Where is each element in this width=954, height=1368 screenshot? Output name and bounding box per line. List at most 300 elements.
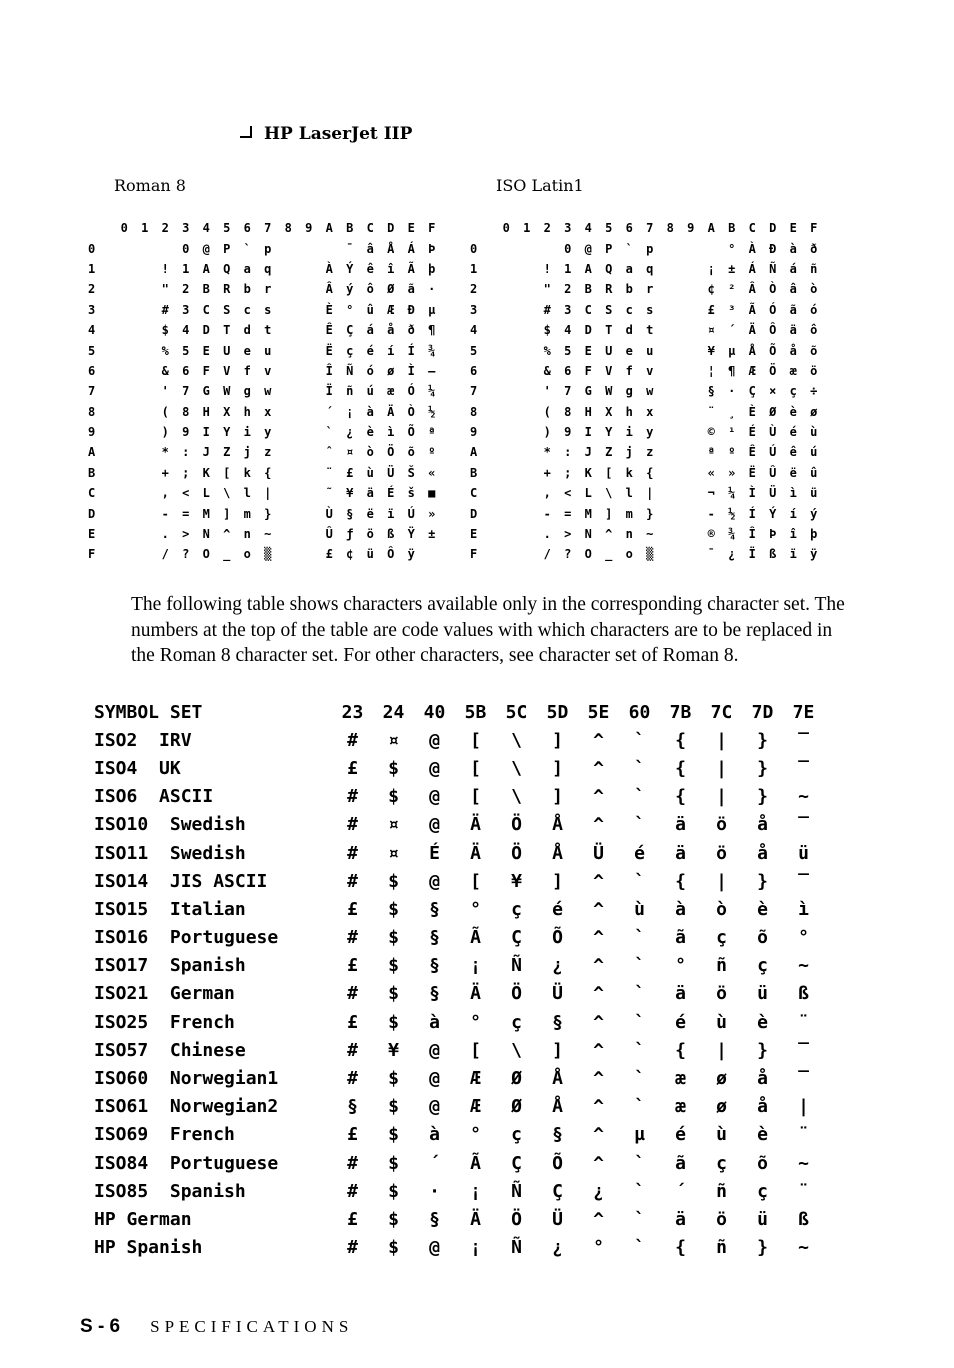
column-code: D: [387, 221, 395, 236]
char-cell: ©: [707, 425, 715, 440]
char-cell: þ: [810, 527, 818, 542]
symbol-cell: \: [511, 729, 522, 751]
char-row: [88, 442, 442, 462]
char-cell: ¾: [428, 343, 436, 358]
char-cell: C: [584, 302, 592, 317]
char-cell: š: [407, 486, 415, 501]
char-cell: ß: [769, 547, 777, 562]
char-cell: ÿ: [407, 547, 415, 562]
char-cell: r: [264, 282, 272, 297]
symbol-cell: ·: [429, 1180, 440, 1202]
char-cell: ;: [564, 465, 572, 480]
char-row: [88, 340, 442, 360]
row-code: A: [88, 445, 96, 460]
char-cell: ]: [605, 506, 613, 521]
symbol-cell: {: [675, 1039, 686, 1061]
char-cell: _: [605, 547, 613, 562]
char-cell: Ã: [748, 302, 756, 317]
symbol-cell: æ: [675, 1096, 686, 1118]
symbol-cell: ç: [716, 1152, 727, 1174]
column-code: 7: [646, 221, 654, 236]
char-cell: /: [543, 547, 551, 562]
char-cell: ò: [366, 445, 374, 460]
char-cell: º: [728, 445, 736, 460]
char-cell: y: [646, 425, 654, 440]
char-cell: +: [161, 465, 169, 480]
char-cell: *: [543, 445, 551, 460]
symbol-cell: }: [757, 1237, 768, 1259]
char-cell: »: [728, 465, 736, 480]
char-cell: ¥: [346, 486, 354, 501]
char-cell: <: [564, 486, 572, 501]
symbol-set-name: ISO17 Spanish: [94, 955, 246, 977]
symbol-set-name: ISO21 German: [94, 983, 235, 1005]
symbol-cell: °: [593, 1237, 604, 1259]
char-cell: 2: [182, 282, 190, 297]
char-cell: Y: [223, 425, 231, 440]
char-cell: Á: [407, 241, 415, 256]
char-cell: x: [264, 404, 272, 419]
char-cell: 2: [564, 282, 572, 297]
symbol-cell: å: [757, 1096, 768, 1118]
char-cell: Ø: [387, 282, 395, 297]
symbol-cell: ¤: [388, 842, 399, 864]
row-code: 1: [470, 261, 478, 276]
symbol-cell: £: [347, 1124, 358, 1146]
symbol-cell: \: [511, 1039, 522, 1061]
char-cell: 9: [182, 425, 190, 440]
symbol-set-header-label: SYMBOL SET: [94, 701, 203, 723]
row-code: 8: [470, 404, 478, 419]
char-cell: ¦: [707, 363, 715, 378]
char-cell: û: [810, 465, 818, 480]
char-cell: 6: [182, 363, 190, 378]
char-cell: ç: [789, 384, 797, 399]
char-cell: M: [202, 506, 210, 521]
char-cell: #: [543, 302, 551, 317]
char-row: [470, 381, 824, 401]
char-cell: .: [543, 527, 551, 542]
symbol-cell: $: [388, 870, 399, 892]
char-row: [88, 381, 442, 401]
symbol-cell: §: [429, 1208, 440, 1230]
symbol-cell: ]: [552, 757, 563, 779]
symbol-cell: \: [511, 786, 522, 808]
char-cell: Ò: [769, 282, 777, 297]
symbol-set-header-row: [94, 698, 824, 726]
char-cell: y: [264, 425, 272, 440]
row-code: E: [88, 527, 96, 542]
char-cell: Û: [769, 465, 777, 480]
char-cell: à: [789, 241, 797, 256]
char-cell: D: [202, 323, 210, 338]
symbol-cell: ß: [798, 1208, 809, 1230]
row-code: 5: [470, 343, 478, 358]
symbol-cell: ç: [511, 1124, 522, 1146]
char-cell: 8: [182, 404, 190, 419]
symbol-cell: ¿: [552, 1237, 563, 1259]
symbol-cell: Ö: [511, 814, 522, 836]
char-cell: þ: [428, 261, 436, 276]
char-cell: $: [543, 323, 551, 338]
char-cell: V: [605, 363, 613, 378]
char-cell: ▒: [646, 547, 654, 562]
symbol-cell: ò: [716, 898, 727, 920]
symbol-cell: æ: [675, 1068, 686, 1090]
char-cell: @: [584, 241, 592, 256]
symbol-cell: #: [347, 1039, 358, 1061]
code-header: 7E: [792, 701, 815, 723]
symbol-cell: `: [634, 1039, 645, 1061]
char-cell: Š: [407, 465, 415, 480]
symbol-cell: $: [388, 955, 399, 977]
symbol-cell: ç: [511, 898, 522, 920]
symbol-set-row: [94, 1205, 824, 1233]
symbol-cell: Ñ: [511, 1180, 522, 1202]
char-cell: ì: [387, 425, 395, 440]
char-cell: G: [584, 384, 592, 399]
symbol-cell: @: [429, 729, 440, 751]
char-cell: ø: [810, 404, 818, 419]
char-cell: d: [243, 323, 251, 338]
symbol-set-name: HP Spanish: [94, 1237, 203, 1259]
char-cell: Þ: [428, 241, 436, 256]
symbol-cell: Ä: [470, 814, 481, 836]
replacement-note: The following table shows characters available only in the corresponding character set. The numbers at the top of the table are code values with which characters are to be replaced in the Roman 8 character set. For other characters, see character set of Roman 8.: [131, 594, 845, 666]
row-code: C: [88, 486, 96, 501]
symbol-cell: #: [347, 1237, 358, 1259]
symbol-set-row: [94, 1008, 824, 1036]
latin1-caption: ISO Latin1: [496, 176, 584, 195]
symbol-cell: °: [470, 1124, 481, 1146]
char-cell: r: [646, 282, 654, 297]
char-cell: ¤: [346, 445, 354, 460]
symbol-cell: `: [634, 1068, 645, 1090]
symbol-cell: ^: [593, 927, 604, 949]
char-cell: Û: [325, 527, 333, 542]
char-cell: z: [646, 445, 654, 460]
symbol-set-row: [94, 839, 824, 867]
symbol-cell: }: [757, 786, 768, 808]
symbol-set-row: [94, 1177, 824, 1205]
symbol-cell: ì: [798, 898, 809, 920]
symbol-cell: ^: [593, 1011, 604, 1033]
code-header: 7B: [669, 701, 692, 723]
char-cell: Z: [223, 445, 231, 460]
symbol-cell: [: [470, 729, 481, 751]
printer-heading: [240, 124, 412, 144]
symbol-cell: `: [634, 757, 645, 779]
column-code: C: [366, 221, 374, 236]
symbol-cell: ä: [675, 814, 686, 836]
symbol-cell: à: [429, 1011, 440, 1033]
symbol-cell: ~: [798, 955, 809, 977]
symbol-cell: £: [347, 1011, 358, 1033]
symbol-cell: è: [757, 898, 768, 920]
char-row: [470, 422, 824, 442]
char-cell: î: [789, 527, 797, 542]
roman8-code-table: [88, 218, 442, 565]
symbol-set-name: ISO2 IRV: [94, 729, 192, 751]
char-cell: -: [543, 506, 551, 521]
row-code: 9: [470, 425, 478, 440]
char-cell: ó: [366, 363, 374, 378]
char-cell: «: [707, 465, 715, 480]
char-cell: ð: [810, 241, 818, 256]
char-cell: s: [264, 302, 272, 317]
symbol-set-name: ISO84 Portuguese: [94, 1152, 279, 1174]
char-cell: Ó: [407, 384, 415, 399]
symbol-cell: §: [429, 983, 440, 1005]
char-cell: ¼: [728, 486, 736, 501]
char-cell: Ë: [748, 465, 756, 480]
row-code: 0: [470, 241, 478, 256]
symbol-cell: å: [757, 1068, 768, 1090]
symbol-set-row: [94, 980, 824, 1008]
char-row: [470, 524, 824, 544]
char-cell: b: [625, 282, 633, 297]
code-header: 5B: [464, 701, 487, 723]
char-cell: h: [625, 404, 633, 419]
char-cell: s: [646, 302, 654, 317]
char-cell: -: [161, 506, 169, 521]
char-cell: Â: [325, 282, 333, 297]
column-code: 9: [687, 221, 695, 236]
char-cell: ': [161, 384, 169, 399]
char-cell: ö: [366, 527, 374, 542]
char-cell: Á: [748, 261, 756, 276]
row-code: E: [470, 527, 478, 542]
char-cell: S: [223, 302, 231, 317]
char-cell: #: [161, 302, 169, 317]
symbol-cell: ´: [675, 1180, 686, 1202]
symbol-cell: `: [634, 983, 645, 1005]
symbol-cell: Õ: [552, 1152, 563, 1174]
char-cell: ×: [769, 384, 777, 399]
char-cell: X: [223, 404, 231, 419]
char-row: [88, 463, 442, 483]
symbol-set-name: ISO85 Spanish: [94, 1180, 246, 1202]
symbol-cell: {: [675, 786, 686, 808]
char-cell: À: [325, 261, 333, 276]
symbol-cell: `: [634, 927, 645, 949]
char-cell: »: [428, 506, 436, 521]
char-row: [470, 442, 824, 462]
symbol-cell: ö: [716, 842, 727, 864]
symbol-cell: |: [798, 1096, 809, 1118]
char-cell: ê: [789, 445, 797, 460]
symbol-set-name: ISO6 ASCII: [94, 786, 214, 808]
char-row: [470, 320, 824, 340]
symbol-cell: `: [634, 1180, 645, 1202]
symbol-cell: {: [675, 870, 686, 892]
char-row: [88, 259, 442, 279]
column-code: 6: [625, 221, 633, 236]
char-cell: £: [346, 465, 354, 480]
symbol-cell: ü: [757, 983, 768, 1005]
char-row: [470, 238, 824, 258]
char-row: [470, 544, 824, 564]
row-code: 6: [88, 363, 96, 378]
symbol-cell: #: [347, 842, 358, 864]
char-cell: Ì: [748, 486, 756, 501]
char-cell: &: [543, 363, 551, 378]
char-cell: x: [646, 404, 654, 419]
char-cell: é: [366, 343, 374, 358]
char-cell: µ: [728, 343, 736, 358]
char-cell: W: [223, 384, 231, 399]
symbol-cell: @: [429, 870, 440, 892]
symbol-set-row: [94, 924, 824, 952]
symbol-set-name: ISO69 French: [94, 1124, 235, 1146]
char-cell: 3: [182, 302, 190, 317]
symbol-cell: $: [388, 1011, 399, 1033]
char-cell: ¯: [707, 547, 715, 562]
char-cell: j: [625, 445, 633, 460]
symbol-cell: é: [675, 1011, 686, 1033]
char-cell: E: [202, 343, 210, 358]
symbol-cell: {: [675, 757, 686, 779]
symbol-cell: ù: [634, 898, 645, 920]
symbol-cell: Ö: [511, 983, 522, 1005]
char-cell: i: [243, 425, 251, 440]
char-cell: ß: [387, 527, 395, 542]
char-cell: U: [223, 343, 231, 358]
symbol-cell: #: [347, 983, 358, 1005]
symbol-cell: ^: [593, 1208, 604, 1230]
char-cell: o: [243, 547, 251, 562]
char-row: [470, 402, 824, 422]
char-cell: ô: [366, 282, 374, 297]
char-cell: ý: [346, 282, 354, 297]
row-code: F: [88, 547, 96, 562]
symbol-cell: é: [552, 898, 563, 920]
char-cell: Ù: [769, 425, 777, 440]
symbol-cell: `: [634, 1011, 645, 1033]
char-cell: J: [584, 445, 592, 460]
char-cell: Ò: [407, 404, 415, 419]
char-cell: À: [748, 241, 756, 256]
symbol-cell: [: [470, 786, 481, 808]
char-cell: ù: [366, 465, 374, 480]
symbol-cell: ç: [716, 927, 727, 949]
char-cell: H: [584, 404, 592, 419]
symbol-cell: $: [388, 1096, 399, 1118]
char-cell: 4: [182, 323, 190, 338]
symbol-cell: ‾: [798, 1068, 809, 1090]
symbol-set-row: [94, 895, 824, 923]
char-cell: Ì: [407, 363, 415, 378]
symbol-cell: $: [388, 1180, 399, 1202]
symbol-cell: $: [388, 1124, 399, 1146]
char-cell: l: [625, 486, 633, 501]
char-cell: t: [264, 323, 272, 338]
symbol-cell: ]: [552, 729, 563, 751]
code-header: 7C: [710, 701, 733, 723]
char-cell: å: [387, 323, 395, 338]
symbol-cell: Ñ: [511, 1237, 522, 1259]
roman8-caption: Roman 8: [114, 176, 186, 195]
char-cell: n: [625, 527, 633, 542]
char-cell: !: [543, 261, 551, 276]
symbol-cell: ç: [757, 955, 768, 977]
char-cell: Æ: [387, 302, 395, 317]
char-cell: u: [646, 343, 654, 358]
symbol-cell: \: [511, 757, 522, 779]
symbol-cell: è: [757, 1011, 768, 1033]
symbol-set-row: [94, 811, 824, 839]
char-cell: ¥: [707, 343, 715, 358]
char-cell: &: [161, 363, 169, 378]
symbol-cell: #: [347, 927, 358, 949]
symbol-cell: $: [388, 898, 399, 920]
symbol-cell: $: [388, 757, 399, 779]
char-cell: ¼: [428, 384, 436, 399]
code-header: 7D: [751, 701, 774, 723]
row-code: D: [470, 506, 478, 521]
char-cell: i: [625, 425, 633, 440]
column-code: 3: [182, 221, 190, 236]
char-cell: £: [325, 547, 333, 562]
char-cell: Ñ: [346, 363, 354, 378]
char-cell: p: [264, 241, 272, 256]
symbol-cell: Ø: [511, 1068, 522, 1090]
char-cell: ñ: [346, 384, 354, 399]
symbol-cell: ¿: [552, 955, 563, 977]
page-footer: [80, 1316, 353, 1338]
char-row: [88, 422, 442, 442]
char-cell: É: [748, 425, 756, 440]
row-code: 4: [88, 323, 96, 338]
symbol-cell: ^: [593, 757, 604, 779]
char-cell: o: [625, 547, 633, 562]
symbol-cell: ù: [716, 1124, 727, 1146]
char-cell: ³: [728, 302, 736, 317]
symbol-cell: `: [634, 1237, 645, 1259]
column-code: A: [325, 221, 333, 236]
symbol-cell: ñ: [716, 955, 727, 977]
symbol-cell: @: [429, 757, 440, 779]
char-cell: T: [223, 323, 231, 338]
symbol-cell: $: [388, 1068, 399, 1090]
symbol-cell: ä: [675, 842, 686, 864]
symbol-cell: ø: [716, 1096, 727, 1118]
symbol-cell: `: [634, 1208, 645, 1230]
symbol-cell: ¡: [470, 1237, 481, 1259]
printer-title: HP LaserJet IIP: [264, 124, 413, 144]
symbol-cell: Ç: [511, 927, 522, 949]
char-cell: é: [789, 425, 797, 440]
char-cell: B: [584, 282, 592, 297]
row-code: 3: [88, 302, 96, 317]
char-cell: à: [366, 404, 374, 419]
char-cell: $: [161, 323, 169, 338]
char-cell: â: [789, 282, 797, 297]
symbol-cell: É: [429, 842, 440, 864]
char-cell: @: [202, 241, 210, 256]
symbol-cell: $: [388, 927, 399, 949]
char-cell: 9: [564, 425, 572, 440]
char-cell: v: [646, 363, 654, 378]
char-cell: í: [789, 506, 797, 521]
char-cell: e: [243, 343, 251, 358]
char-cell: ì: [789, 486, 797, 501]
symbol-cell: µ: [634, 1124, 645, 1146]
symbol-cell: è: [757, 1124, 768, 1146]
char-cell: h: [243, 404, 251, 419]
char-cell: ÷: [810, 384, 818, 399]
row-code: 9: [88, 425, 96, 440]
